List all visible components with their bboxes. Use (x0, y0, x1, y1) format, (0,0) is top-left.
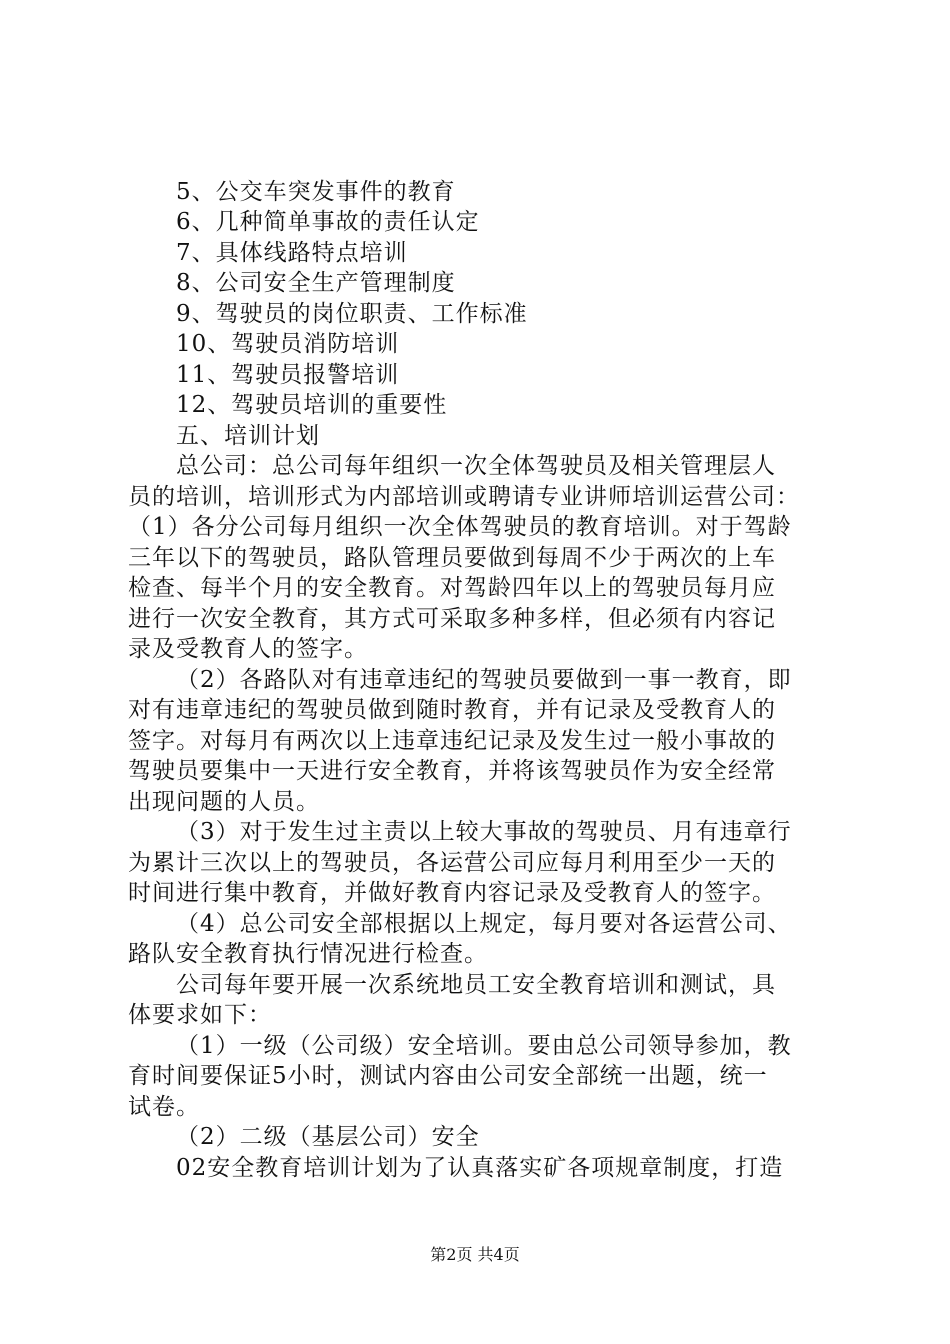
paragraph-line: 时间进行集中教育，并做好教育内容记录及受教育人的签字。 (128, 880, 776, 906)
paragraph-line: 检查、每半个月的安全教育。对驾龄四年以上的驾驶员每月应 (128, 575, 776, 601)
paragraph-line: 试卷。 (128, 1094, 200, 1120)
paragraph-line: 02安全教育培训计划为了认真落实矿各项规章制度，打造 (176, 1155, 784, 1181)
paragraph-line: 录及受教育人的签字。 (128, 636, 368, 662)
paragraph-line: 育时间要保证5小时，测试内容由公司安全部统一出题，统一 (128, 1063, 768, 1089)
paragraph-line: 为累计三次以上的驾驶员，各运营公司应每月利用至少一天的 (128, 850, 776, 876)
section-heading: 五、培训计划 (176, 423, 320, 449)
list-item: 12、驾驶员培训的重要性 (176, 392, 448, 418)
paragraph-line: 公司每年要开展一次系统地员工安全教育培训和测试，具 (176, 972, 776, 998)
paragraph-line: 路队安全教育执行情况进行检查。 (128, 941, 488, 967)
paragraph-line: （2）二级（基层公司）安全 (176, 1124, 480, 1150)
list-item: 10、驾驶员消防培训 (176, 331, 400, 357)
list-item: 7、具体线路特点培训 (176, 240, 408, 266)
list-item: 8、公司安全生产管理制度 (176, 270, 456, 296)
paragraph-line: 出现问题的人员。 (128, 789, 320, 815)
list-item: 5、公交车突发事件的教育 (176, 179, 456, 205)
paragraph-line: （3）对于发生过主责以上较大事故的驾驶员、月有违章行 (176, 819, 792, 845)
paragraph-line: 驾驶员要集中一天进行安全教育，并将该驾驶员作为安全经常 (128, 758, 776, 784)
paragraph-line: （1）各分公司每月组织一次全体驾驶员的教育培训。对于驾龄 (128, 514, 792, 540)
paragraph-line: （2）各路队对有违章违纪的驾驶员要做到一事一教育，即 (176, 667, 792, 693)
list-item: 11、驾驶员报警培训 (176, 362, 400, 388)
page-number: 第2页 共4页 (430, 1245, 520, 1264)
paragraph-line: （1）一级（公司级）安全培训。要由总公司领导参加，教 (176, 1033, 792, 1059)
paragraph-line: 签字。对每月有两次以上违章违纪记录及发生过一般小事故的 (128, 728, 776, 754)
paragraph-line: 对有违章违纪的驾驶员做到随时教育，并有记录及受教育人的 (128, 697, 776, 723)
paragraph-line: （4）总公司安全部根据以上规定，每月要对各运营公司、 (176, 911, 792, 937)
list-item: 9、驾驶员的岗位职责、工作标准 (176, 301, 528, 327)
paragraph-line: 总公司：总公司每年组织一次全体驾驶员及相关管理层人 (176, 453, 776, 479)
list-item: 6、几种简单事故的责任认定 (176, 209, 480, 235)
paragraph-line: 进行一次安全教育，其方式可采取多种多样，但必须有内容记 (128, 606, 776, 632)
paragraph-line: 员的培训，培训形式为内部培训或聘请专业讲师培训运营公司： (128, 484, 800, 510)
paragraph-line: 三年以下的驾驶员，路队管理员要做到每周不少于两次的上车 (128, 545, 776, 571)
paragraph-line: 体要求如下： (128, 1002, 272, 1028)
